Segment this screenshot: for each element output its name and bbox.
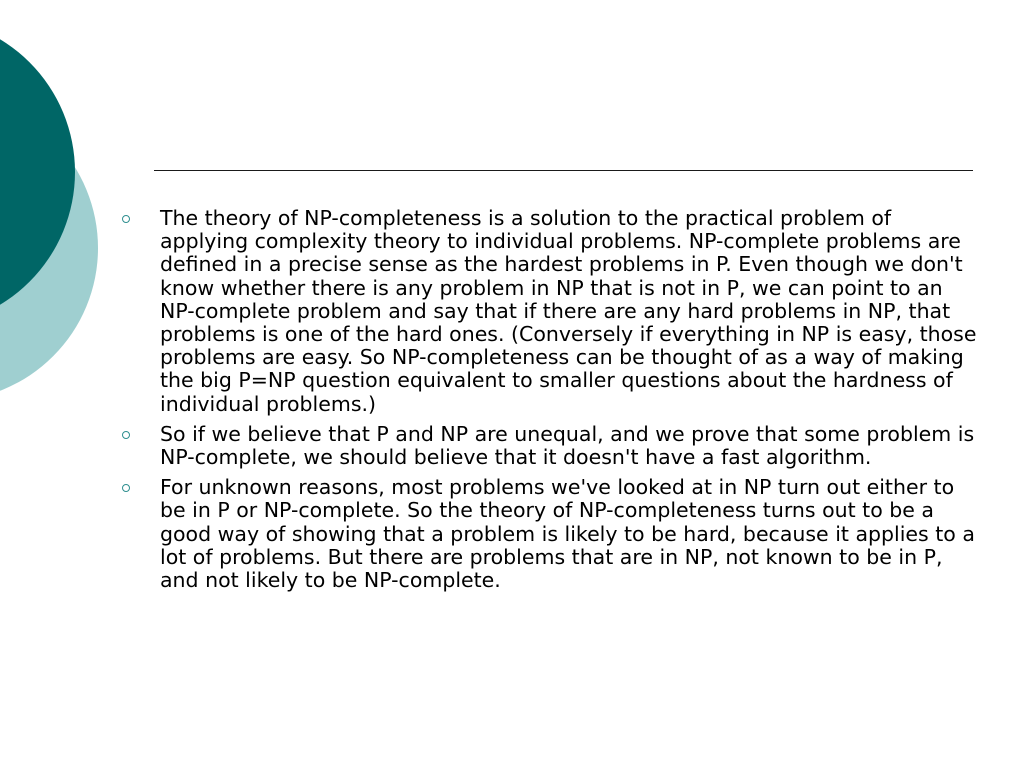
bullet-item: [118, 476, 978, 592]
bullet-list: [118, 207, 978, 599]
bullet-text: So if we believe that P and NP are unequal, and we prove that some problem is NP-complete, we should believe that it doesn't have a fast algorithm.: [160, 421, 975, 470]
bullet-item: [118, 207, 978, 416]
hollow-circle-bullet-icon: [122, 215, 130, 223]
bullet-text: For unknown reasons, most problems we've looked at in NP turn out either to be in P or NP-complete. So the theory of NP-completeness turns out to be a good way of showing that a problem is likely to be hard, because it applies to a lot of problems. But there are problems that are in NP, not known to be in P, and not likely to be NP-complete.: [160, 475, 975, 593]
bullet-text: The theory of NP-completeness is a solution to the practical problem of applying complexity theory to individual problems. NP-complete problems are defined in a precise sense as the hardest problems in P. Even though we don't know whether there is any problem in NP that is not in P, we can point to an NP-complete problem and say that if there are any hard problems in NP, that problems is one of the hard ones. (Conversely if everything in NP is easy, those problems are easy. So NP-completeness can be thought of as a way of making the big P=NP question equivalent to smaller questions about the hardness of individual problems.): [160, 206, 977, 416]
bullet-item: [118, 423, 978, 469]
hollow-circle-bullet-icon: [122, 431, 130, 439]
title-divider-line: [154, 170, 973, 171]
hollow-circle-bullet-icon: [122, 484, 130, 492]
decorative-circles: [0, 0, 110, 420]
